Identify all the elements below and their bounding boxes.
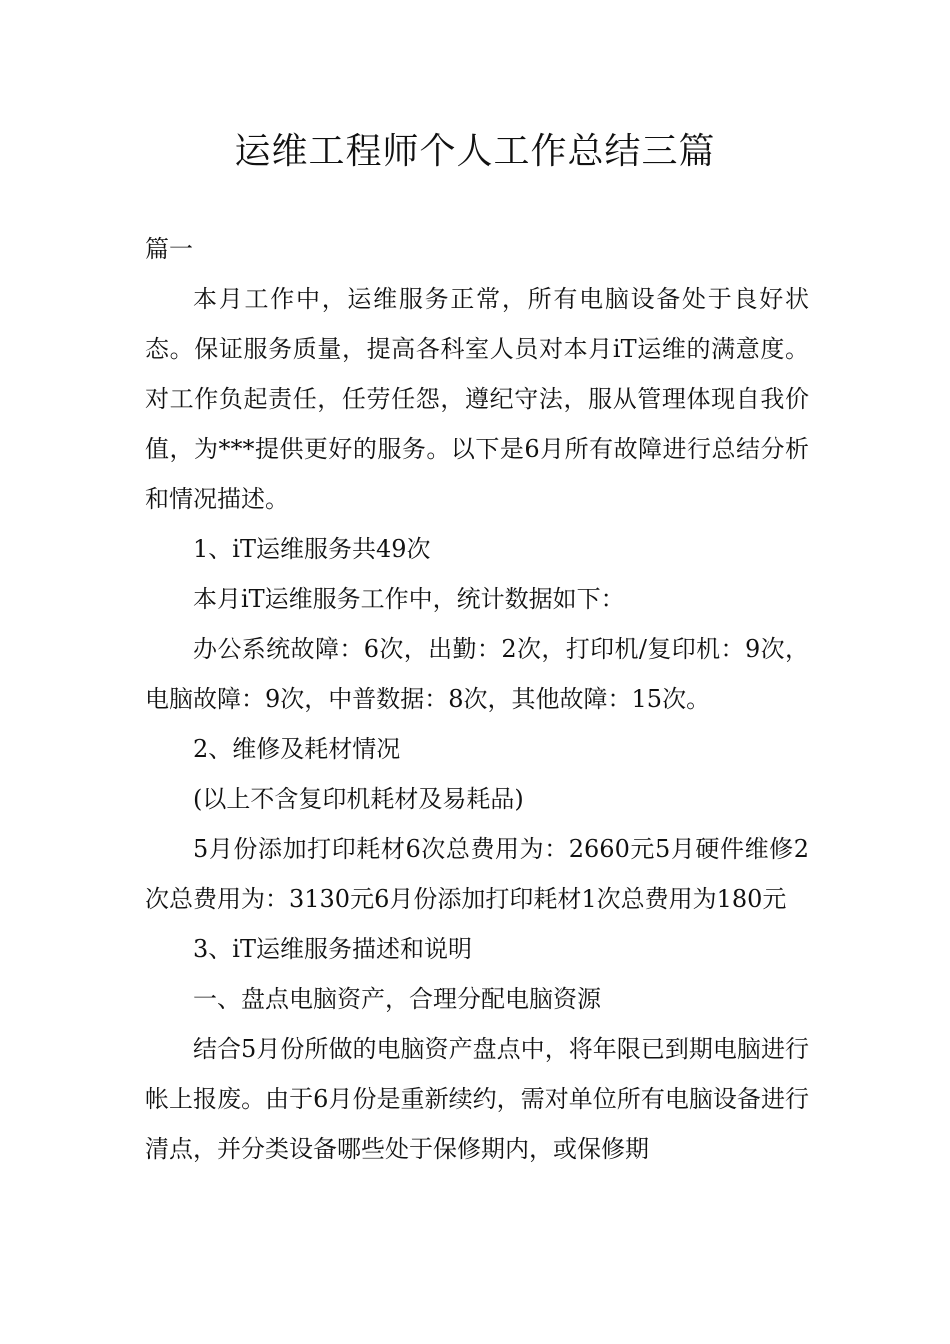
- paragraph-asset-inventory: 结合5月份所做的电脑资产盘点中，将年限已到期电脑进行帐上报废。由于6月份是重新续约，需对单位所有电脑设备进行清点，并分类设备哪些处于保修期内，或保修期: [145, 1035, 809, 1163]
- paragraph-costs: 5月份添加打印耗材6次总费用为：2660元5月硬件维修2次总费用为：3130元6月份添加打印耗材1次总费用为180元: [145, 835, 809, 913]
- paragraph-stats-intro: 本月iT运维服务工作中，统计数据如下：: [193, 585, 625, 613]
- paragraph-note: (以上不含复印机耗材及易耗品): [193, 785, 524, 813]
- document-title: 运维工程师个人工作总结三篇: [234, 131, 716, 172]
- heading-service-description: 3、iT运维服务描述和说明: [193, 935, 472, 963]
- document-body: [145, 224, 809, 1174]
- heading-service-count: 1、iT运维服务共49次: [193, 535, 431, 563]
- heading-asset-inventory: 一、盘点电脑资产，合理分配电脑资源: [193, 985, 601, 1013]
- paragraph-intro: 本月工作中，运维服务正常，所有电脑设备处于良好状态。保证服务质量，提高各科室人员对本月iT运维的满意度。对工作负起责任，任劳任怨，遵纪守法，服从管理体现自我价值，为***提供更好的服务。以下是6月所有故障进行总结分析和情况描述。: [145, 285, 809, 513]
- paragraph-stats: 办公系统故障：6次，出勤：2次，打印机/复印机：9次，电脑故障：9次，中普数据：8次，其他故障：15次。: [145, 635, 809, 713]
- heading-maintenance: 2、维修及耗材情况: [193, 735, 401, 763]
- section-label: 篇一: [145, 235, 193, 263]
